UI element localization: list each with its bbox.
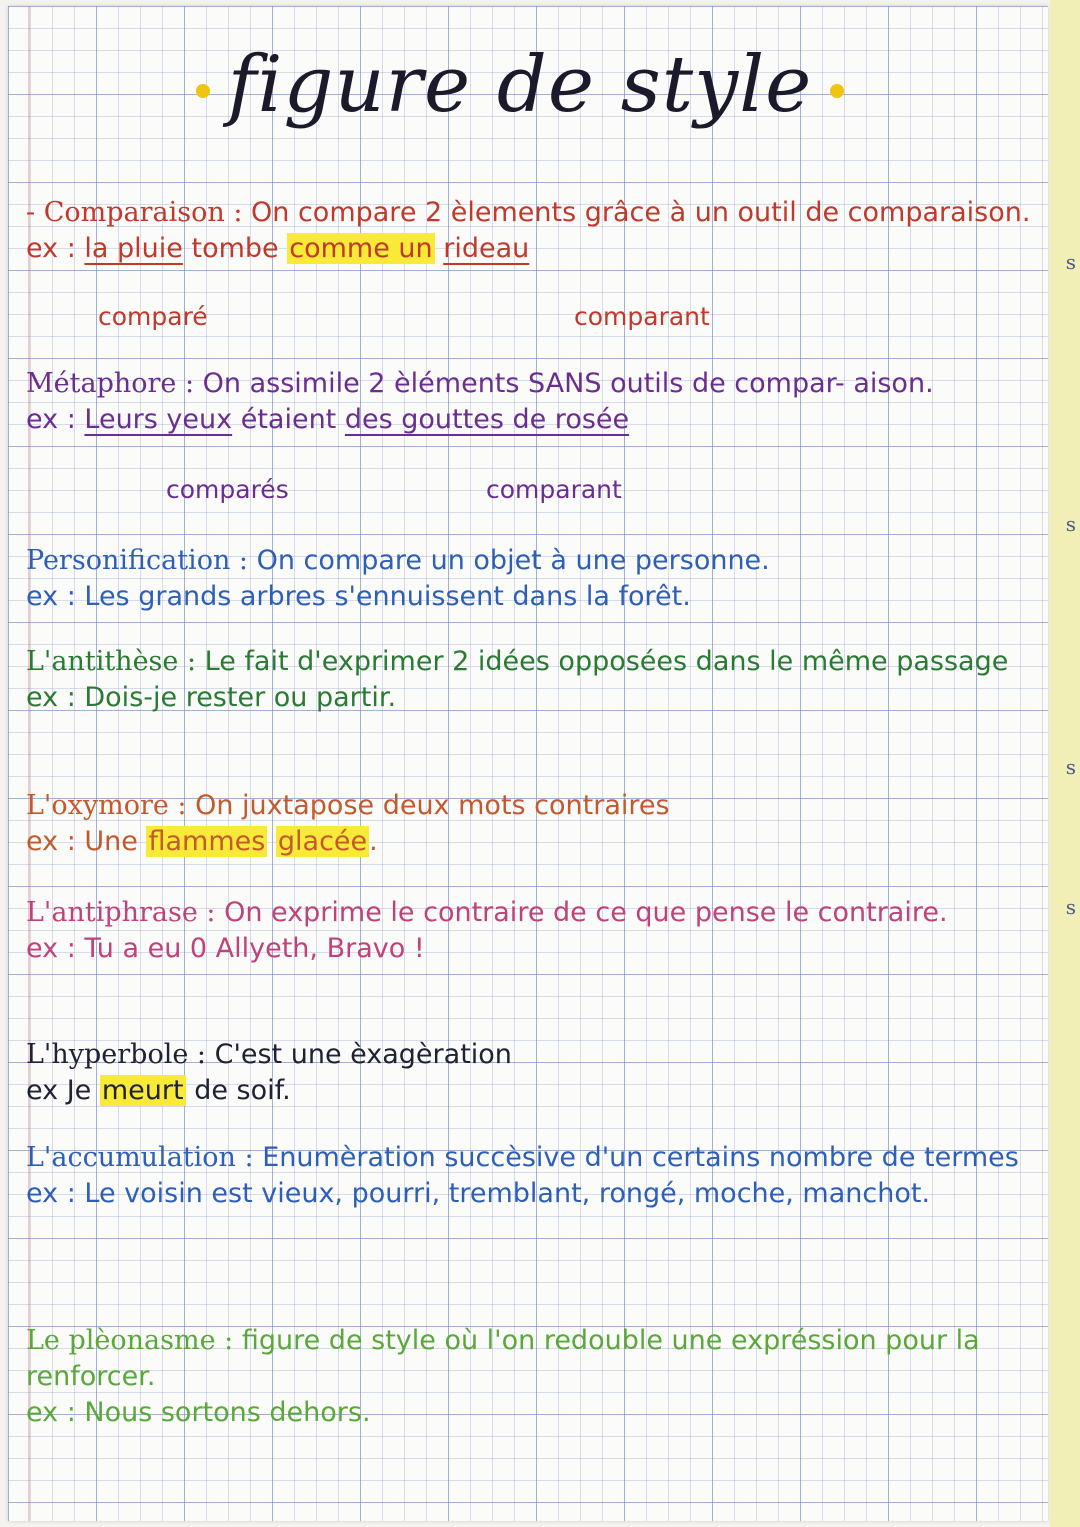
example-comparant: rideau: [443, 233, 530, 264]
antiphrase-label: L'antiphrase :: [26, 897, 216, 928]
oxymore-example: [26, 824, 1036, 860]
bullet-dot-icon: [196, 84, 210, 98]
metaphore-label: Métaphore :: [26, 368, 195, 399]
pleonasme-example: ex : Nous sortons dehors.: [26, 1397, 371, 1428]
sub-label-comparant: comparant: [574, 302, 710, 331]
sub-label-compares: comparés: [166, 475, 289, 504]
pleonasme-definition: figure de style où l'on redouble une expréssion pour la renforcer.: [26, 1325, 980, 1392]
antithese-label: L'antithèse :: [26, 646, 197, 677]
section-comparaison: [26, 195, 1036, 331]
example-compared: Leurs yeux: [84, 404, 233, 435]
hyperbole-definition: C'est une èxagèration: [214, 1039, 512, 1070]
example-compared: la pluie: [84, 233, 183, 264]
hyperbole-label: L'hyperbole :: [26, 1039, 206, 1070]
example-highlight-flammes: flammes: [148, 826, 266, 857]
comparaison-label: - Comparaison :: [26, 197, 243, 228]
section-oxymore: [26, 788, 1036, 860]
oxymore-label: L'oxymore :: [26, 790, 187, 821]
metaphore-example: [26, 402, 1036, 438]
example-tool-highlight: comme un: [289, 233, 433, 264]
page-title: [0, 40, 1040, 130]
adjacent-page-strip: [1050, 0, 1080, 1527]
comparaison-example: [26, 231, 1036, 267]
title-text: figure de style: [227, 40, 813, 130]
bullet-dot-icon: [830, 84, 844, 98]
ex-prefix: ex :: [26, 404, 76, 435]
margin-mark: s: [1065, 755, 1076, 779]
metaphore-definition: On assimile 2 èléments SANS outils de compar- aison.: [202, 368, 934, 399]
accumulation-label: L'accumulation :: [26, 1142, 254, 1173]
ex-prefix: ex : Une: [26, 826, 138, 857]
antithese-example: ex : Dois-je rester ou partir.: [26, 682, 397, 713]
antithese-definition: Le fait d'exprimer 2 idées opposées dans le même passage: [204, 646, 1009, 677]
comparaison-definition: On compare 2 èlements grâce à un outil de comparaison.: [251, 197, 1031, 228]
example-highlight-meurt: meurt: [101, 1075, 184, 1106]
section-personification: [26, 543, 1036, 615]
personification-definition: On compare un objet à une personne.: [256, 545, 770, 576]
accumulation-example: ex : Le voisin est vieux, pourri, tremblant, rongé, moche, manchot.: [26, 1178, 931, 1209]
ex-prefix: ex :: [26, 233, 76, 264]
accumulation-definition: Enumèration succèsive d'un certains nombre de termes: [262, 1142, 1019, 1173]
section-metaphore: [26, 366, 1036, 504]
antiphrase-example: ex : Tu a eu 0 Allyeth, Bravo !: [26, 933, 425, 964]
personification-label: Personification :: [26, 545, 249, 576]
ex-end: de soif.: [194, 1075, 291, 1106]
example-verb: étaient: [240, 404, 337, 435]
margin-mark: s: [1065, 512, 1076, 536]
section-accumulation: [26, 1140, 1036, 1212]
hyperbole-example: [26, 1073, 1036, 1109]
example-comparant: des gouttes de rosée: [344, 404, 630, 435]
example-verb: tombe: [191, 233, 279, 264]
antiphrase-definition: On exprime le contraire de ce que pense le contraire.: [224, 897, 948, 928]
ex-end: .: [369, 826, 378, 857]
example-highlight-glacee: glacée: [277, 826, 368, 857]
section-hyperbole: [26, 1037, 1036, 1109]
section-pleonasme: [26, 1323, 1036, 1431]
oxymore-definition: On juxtapose deux mots contraires: [195, 790, 670, 821]
section-antiphrase: [26, 895, 1036, 967]
section-antithese: [26, 644, 1036, 716]
personification-example: ex : Les grands arbres s'ennuissent dans la forêt.: [26, 581, 691, 612]
margin-mark: s: [1065, 895, 1076, 919]
sub-label-compare: comparé: [98, 302, 208, 331]
sub-label-comparant: comparant: [486, 475, 622, 504]
margin-mark: s: [1065, 250, 1076, 274]
ex-prefix: ex Je: [26, 1075, 92, 1106]
pleonasme-label: Le plèonasme :: [26, 1325, 234, 1356]
